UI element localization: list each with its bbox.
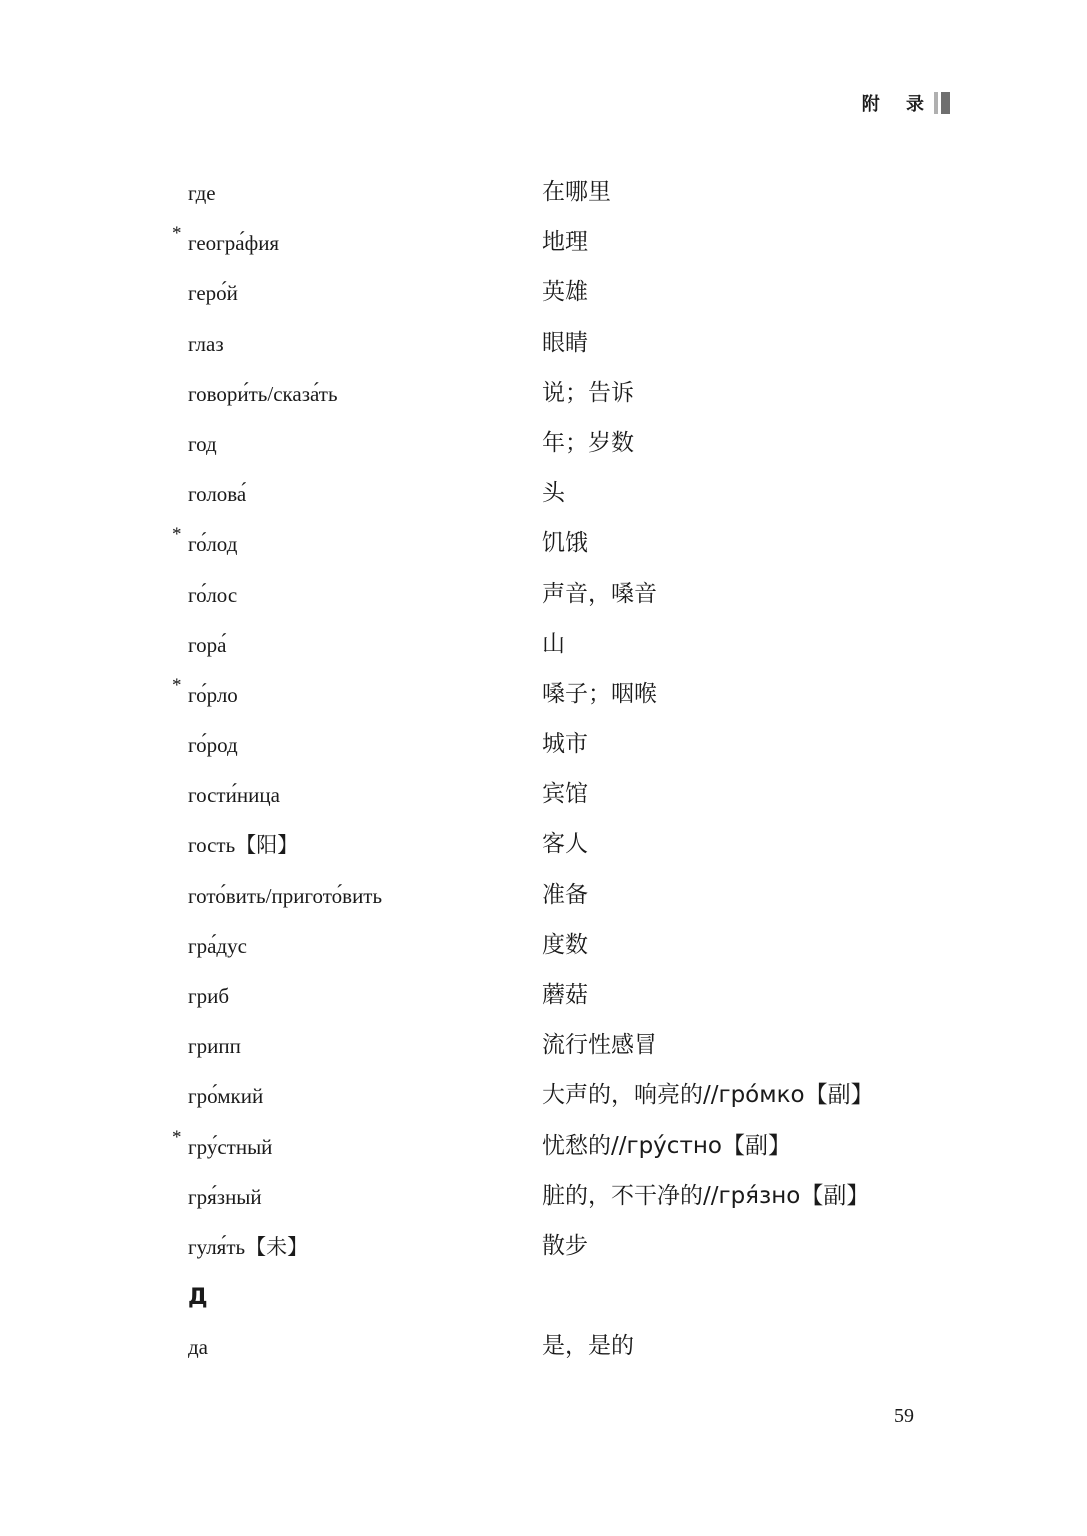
russian-word: гото́вить/пригото́вить — [188, 883, 383, 908]
vocab-entry — [0, 1225, 1087, 1275]
chinese-translation: 散步 — [542, 1232, 588, 1259]
chinese-translation: 脏的，不干净的//гря́зно【副】 — [542, 1182, 870, 1209]
section-letter: Д — [188, 1285, 208, 1311]
chinese-translation: 地理 — [542, 229, 588, 256]
vocab-entry — [0, 573, 1087, 623]
russian-word: гора́ — [188, 632, 227, 657]
russian-word: говори́ть/сказа́ть — [188, 381, 338, 406]
chinese-translation: 度数 — [542, 931, 588, 958]
russian-word: гра́дус — [188, 933, 247, 958]
header-bar-decoration — [941, 92, 950, 114]
vocab-entry — [0, 472, 1087, 522]
chinese-translation: 英雄 — [542, 279, 588, 306]
russian-word: го́лос — [188, 582, 238, 607]
vocab-entry — [0, 1074, 1087, 1124]
russian-word: голова́ — [188, 482, 247, 507]
russian-word: гро́мкий — [188, 1084, 264, 1109]
chinese-translation: 忧愁的//гру́стно【副】 — [542, 1132, 791, 1159]
page-number: 59 — [894, 1405, 914, 1427]
russian-word: го́рло — [188, 682, 238, 707]
vocab-entry — [0, 1024, 1087, 1074]
chinese-translation: 是，是的 — [542, 1333, 634, 1360]
vocab-entry — [0, 623, 1087, 673]
asterisk-mark: * — [172, 223, 182, 245]
chinese-translation: 说；告诉 — [542, 379, 634, 406]
russian-word: да — [188, 1335, 209, 1360]
russian-word: геогра́фия — [188, 231, 280, 256]
russian-word: гря́зный — [188, 1184, 262, 1209]
chinese-translation: 准备 — [542, 881, 588, 908]
russian-word: го́лод — [188, 532, 238, 557]
vocab-entry — [0, 372, 1087, 422]
chinese-translation: 在哪里 — [542, 179, 611, 205]
asterisk-mark: * — [172, 1126, 182, 1148]
russian-word: где — [188, 181, 216, 205]
russian-word: гость【阳】 — [188, 833, 299, 858]
vocab-entry — [0, 974, 1087, 1024]
russian-word: гриб — [188, 984, 230, 1008]
chinese-translation: 客人 — [542, 831, 588, 858]
russian-word: год — [188, 431, 217, 456]
vocab-entry — [0, 322, 1087, 372]
vocab-entry — [0, 673, 1087, 723]
russian-word: гости́ница — [188, 783, 280, 808]
russian-word: глаз — [188, 331, 224, 356]
russian-word: грипп — [188, 1034, 241, 1059]
chinese-translation: 城市 — [542, 731, 588, 758]
section-heading-row — [0, 1275, 1087, 1325]
header-title: 附 录 — [861, 94, 934, 115]
vocab-entry — [0, 1125, 1087, 1175]
vocab-entry — [0, 1175, 1087, 1225]
vocab-entry — [0, 422, 1087, 472]
vocab-entry — [0, 924, 1087, 974]
chinese-translation: 山 — [542, 630, 565, 657]
russian-word: го́род — [188, 733, 238, 758]
chinese-translation: 嗓子；咽喉 — [542, 680, 657, 707]
chinese-translation: 大声的，响亮的//гро́мко【副】 — [542, 1082, 874, 1109]
chinese-translation: 声音，嗓音 — [542, 580, 657, 607]
vocab-entry — [0, 773, 1087, 823]
vocab-entry — [0, 171, 1087, 221]
vocab-entry — [0, 723, 1087, 773]
russian-word: гуля́ть【未】 — [188, 1234, 309, 1259]
chinese-translation: 眼睛 — [542, 329, 588, 356]
header-bar-decoration — [934, 92, 938, 114]
vocab-entry — [0, 221, 1087, 271]
chinese-translation: 饥饿 — [542, 530, 588, 557]
running-header — [862, 90, 950, 116]
asterisk-mark: * — [172, 524, 182, 546]
chinese-translation: 流行性感冒 — [542, 1032, 657, 1059]
vocabulary-list — [0, 171, 1087, 1376]
vocab-entry — [0, 1325, 1087, 1375]
russian-word: геро́й — [188, 281, 238, 306]
vocab-entry — [0, 823, 1087, 873]
russian-word: гру́стный — [188, 1134, 273, 1159]
chinese-translation: 年；岁数 — [542, 429, 634, 456]
vocab-entry — [0, 874, 1087, 924]
vocab-entry — [0, 522, 1087, 572]
vocab-entry — [0, 271, 1087, 321]
chinese-translation: 宾馆 — [542, 781, 588, 808]
chinese-translation: 蘑菇 — [542, 982, 588, 1008]
chinese-translation: 头 — [542, 480, 565, 507]
asterisk-mark: * — [172, 674, 182, 696]
